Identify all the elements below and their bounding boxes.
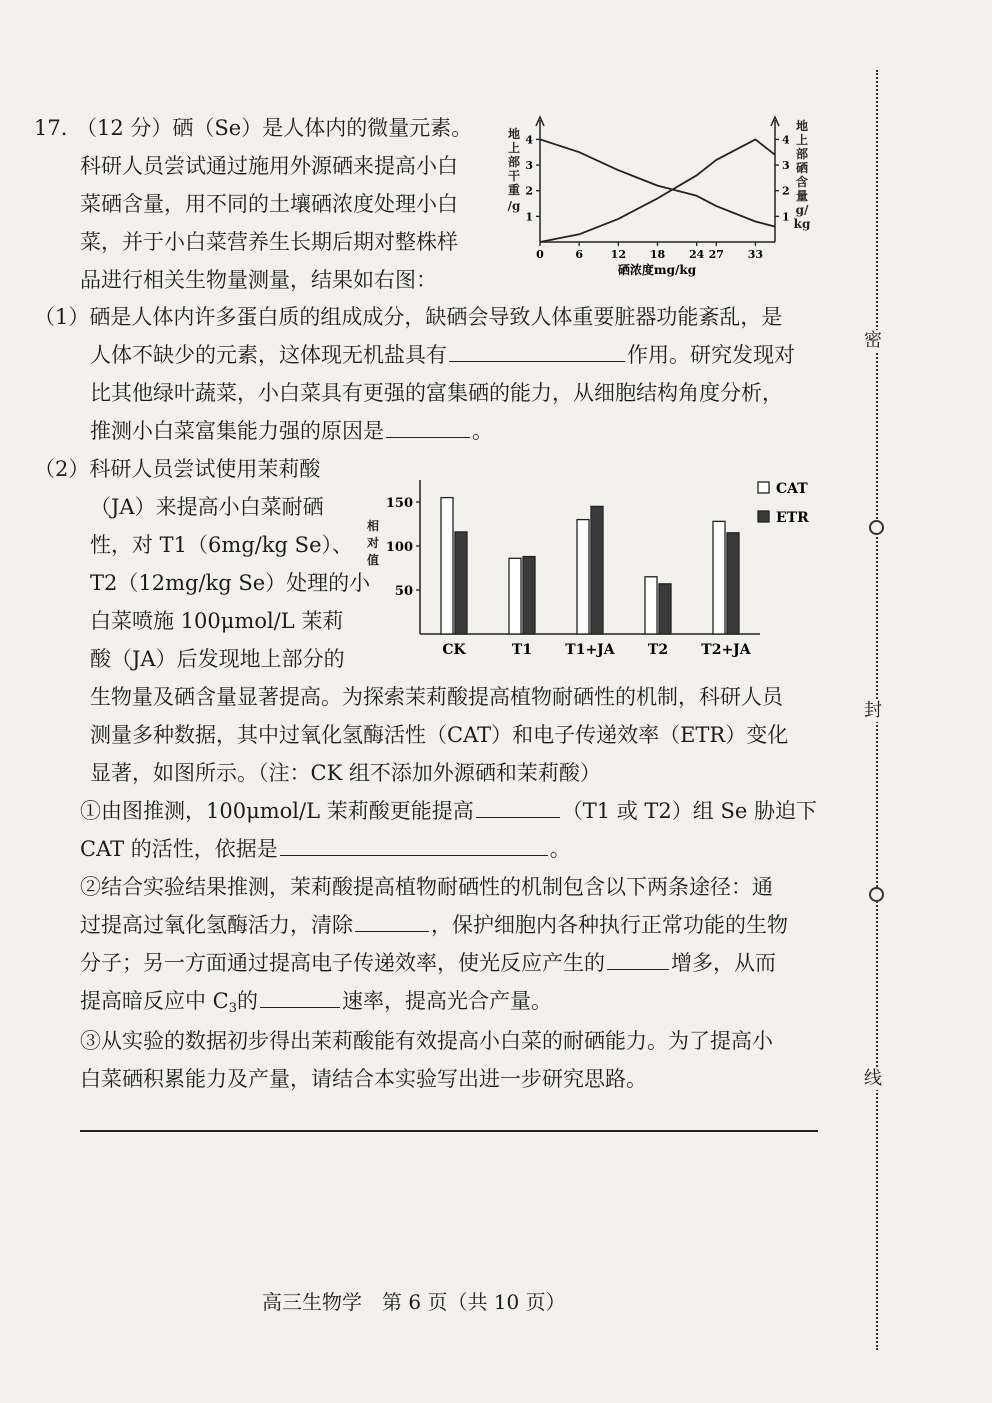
dry-weight-line bbox=[540, 139, 775, 226]
legend-label-cat: CAT bbox=[776, 481, 808, 497]
subq-text: 。 bbox=[549, 837, 571, 861]
answer-blank-4[interactable] bbox=[280, 835, 548, 856]
category-label: T2 bbox=[647, 642, 669, 658]
question-number: 17. bbox=[34, 116, 68, 140]
x-axis-label: 硒浓度mg/kg bbox=[617, 263, 697, 277]
x-tick-label: 0 bbox=[536, 248, 544, 261]
stem-line: （12 分）硒（Se）是人体内的微量元素。 bbox=[76, 116, 473, 140]
stem-line: 品进行相关生物量测量，结果如右图： bbox=[80, 268, 437, 292]
y-left-label bbox=[508, 126, 521, 213]
svg-text:对: 对 bbox=[366, 536, 380, 550]
bar-cat bbox=[441, 498, 453, 634]
binding-char-mi: 密 bbox=[864, 330, 882, 351]
svg-text:部: 部 bbox=[507, 155, 521, 169]
part1-text: 推测小白菜富集能力强的原因是 bbox=[90, 419, 384, 443]
stem-line: 科研人员尝试通过施用外源硒来提高小白 bbox=[80, 154, 458, 178]
y-tick-label: 150 bbox=[385, 496, 413, 511]
svg-text:上: 上 bbox=[795, 133, 809, 147]
part2-line: （2）科研人员尝试使用茉莉酸 bbox=[34, 457, 321, 481]
answer-blank-7[interactable] bbox=[260, 987, 340, 1008]
svg-text:干: 干 bbox=[507, 169, 521, 183]
svg-text:重: 重 bbox=[507, 183, 521, 197]
category-label: T2+JA bbox=[701, 642, 751, 658]
part1-line4 bbox=[90, 417, 493, 445]
svg-text:地: 地 bbox=[795, 119, 809, 133]
binding-circle bbox=[869, 520, 884, 535]
subq3-line2: 白菜硒积累能力及产量，请结合本实验写出进一步研究思路。 bbox=[80, 1067, 647, 1091]
bar-chart bbox=[360, 470, 830, 670]
bar-cat bbox=[509, 558, 521, 634]
subq2-line1: ②结合实验结果推测，茉莉酸提高植物耐硒性的机制包含以下两条途径：通 bbox=[80, 875, 773, 899]
subq-text: 速率，提高光合产量。 bbox=[342, 989, 553, 1013]
subq-text: CAT 的活性，依据是 bbox=[80, 837, 278, 861]
answer-line[interactable] bbox=[80, 1130, 818, 1132]
subq-text: 过提高过氧化氢酶活力，清除 bbox=[80, 913, 353, 937]
bar-etr bbox=[591, 506, 603, 634]
stem-line: 菜硒含量，用不同的土壤硒浓度处理小白 bbox=[80, 192, 458, 216]
legend bbox=[758, 481, 809, 526]
answer-blank-5[interactable] bbox=[355, 911, 429, 932]
category-label: T1 bbox=[511, 642, 533, 658]
svg-text:部: 部 bbox=[795, 147, 809, 161]
x-tick-label: 12 bbox=[610, 248, 626, 261]
subq3-line1: ③从实验的数据初步得出茉莉酸能有效提高小白菜的耐硒能力。为了提高小 bbox=[80, 1029, 773, 1053]
bar-etr bbox=[523, 557, 535, 634]
y-axis-label bbox=[366, 518, 379, 567]
part1-line3: 比其他绿叶蔬菜，小白菜具有更强的富集硒的能力，从细胞结构角度分析， bbox=[90, 381, 783, 405]
y-left-tick-label: 4 bbox=[525, 133, 533, 147]
line-chart bbox=[500, 112, 830, 282]
svg-text:硒: 硒 bbox=[795, 161, 809, 175]
svg-text:上: 上 bbox=[507, 141, 521, 155]
binding-char-feng: 封 bbox=[864, 700, 882, 721]
x-tick-label: 27 bbox=[708, 248, 724, 261]
bar-cat bbox=[645, 577, 657, 634]
subq2-line2 bbox=[80, 911, 788, 939]
bar-etr bbox=[659, 584, 671, 634]
subq-text: ①由图推测，100μmol/L 茉莉酸更能提高 bbox=[80, 799, 474, 823]
y-right-tick-label: 2 bbox=[782, 184, 790, 198]
svg-text:量: 量 bbox=[795, 189, 809, 203]
part1-text: 作用。研究发现对 bbox=[627, 343, 795, 367]
category-label: T1+JA bbox=[565, 642, 615, 658]
bar-etr bbox=[455, 532, 467, 634]
y-right-tick-label: 4 bbox=[782, 133, 790, 147]
se-content-line bbox=[540, 139, 775, 242]
svg-text:g/: g/ bbox=[795, 203, 809, 217]
x-tick-label: 33 bbox=[747, 248, 764, 261]
subq-text: （T1 或 T2）组 Se 胁迫下 bbox=[561, 799, 817, 823]
svg-text:/g: /g bbox=[507, 199, 521, 213]
part2-line: 白菜喷施 100μmol/L 茉莉 bbox=[90, 609, 344, 633]
y-left-tick-label: 2 bbox=[525, 184, 533, 198]
part2-line: 测量多种数据，其中过氧化氢酶活性（CAT）和电子传递效率（ETR）变化 bbox=[90, 723, 789, 747]
answer-blank-6[interactable] bbox=[607, 949, 669, 970]
svg-text:相: 相 bbox=[366, 519, 380, 533]
legend-label-etr: ETR bbox=[776, 510, 809, 526]
y-left-tick-label: 1 bbox=[525, 210, 533, 224]
y-tick-label: 50 bbox=[394, 584, 413, 599]
part1-line2 bbox=[90, 341, 795, 369]
svg-text:含: 含 bbox=[795, 175, 809, 189]
y-right-tick-label: 3 bbox=[782, 159, 790, 173]
part2-line: 显著，如图所示。（注：CK 组不添加外源硒和茉莉酸） bbox=[90, 761, 601, 785]
bar-cat bbox=[713, 521, 725, 634]
answer-blank-1[interactable] bbox=[449, 341, 625, 362]
svg-text:值: 值 bbox=[366, 553, 380, 567]
bar-cat bbox=[577, 520, 589, 634]
subq2-line3 bbox=[80, 949, 776, 977]
legend-swatch-etr bbox=[758, 511, 769, 522]
answer-blank-3[interactable] bbox=[476, 797, 560, 818]
subq-text: ，保护细胞内各种执行正常功能的生物 bbox=[431, 913, 788, 937]
stem-line: 菜，并于小白菜营养生长期后期对整株样 bbox=[80, 230, 458, 254]
x-tick-label: 24 bbox=[689, 248, 705, 261]
binding-circle bbox=[869, 887, 884, 902]
part2-line: 生物量及硒含量显著提高。为探索茉莉酸提高植物耐硒性的机制，科研人员 bbox=[90, 685, 783, 709]
x-tick-label: 6 bbox=[575, 248, 583, 261]
part1-text: 。 bbox=[472, 419, 493, 443]
subq2-line4 bbox=[80, 987, 552, 1023]
part2-line: T2（12mg/kg Se）处理的小 bbox=[90, 571, 371, 595]
part1-line1: （1）硒是人体内许多蛋白质的组成成分，缺硒会导致人体重要脏器功能紊乱，是 bbox=[34, 305, 783, 329]
y-tick-label: 100 bbox=[385, 540, 413, 555]
y-right-tick-label: 1 bbox=[782, 210, 790, 224]
part1-text: 人体不缺少的元素，这体现无机盐具有 bbox=[90, 343, 447, 367]
subq-text: 分子；另一方面通过提高电子传递效率，使光反应产生的 bbox=[80, 951, 605, 975]
y-left-tick-label: 3 bbox=[525, 159, 533, 173]
page-footer: 高三生物学 第 6 页（共 10 页） bbox=[262, 1290, 566, 1314]
svg-text:地: 地 bbox=[507, 127, 521, 141]
binding-char-xian: 线 bbox=[864, 1068, 882, 1089]
y-right-label bbox=[794, 118, 811, 231]
part2-line: 性，对 T1（6mg/kg Se）、 bbox=[90, 533, 353, 557]
bar-etr bbox=[727, 533, 739, 634]
part2-line: 酸（JA）后发现地上部分的 bbox=[90, 647, 345, 671]
part2-line: （JA）来提高小白菜耐硒 bbox=[90, 495, 324, 519]
category-label: CK bbox=[442, 642, 466, 658]
svg-text:kg: kg bbox=[793, 217, 811, 231]
x-tick-label: 18 bbox=[649, 248, 666, 261]
legend-swatch-cat bbox=[758, 482, 769, 493]
subq-text: 增多，从而 bbox=[671, 951, 776, 975]
subscript: 3 bbox=[228, 1001, 238, 1016]
subq1-line2 bbox=[80, 835, 571, 863]
subq-text: 提高暗反应中 C bbox=[80, 989, 229, 1013]
subq-text: 的 bbox=[237, 989, 259, 1013]
subq1-line1 bbox=[80, 797, 817, 825]
answer-blank-2[interactable] bbox=[386, 417, 470, 438]
